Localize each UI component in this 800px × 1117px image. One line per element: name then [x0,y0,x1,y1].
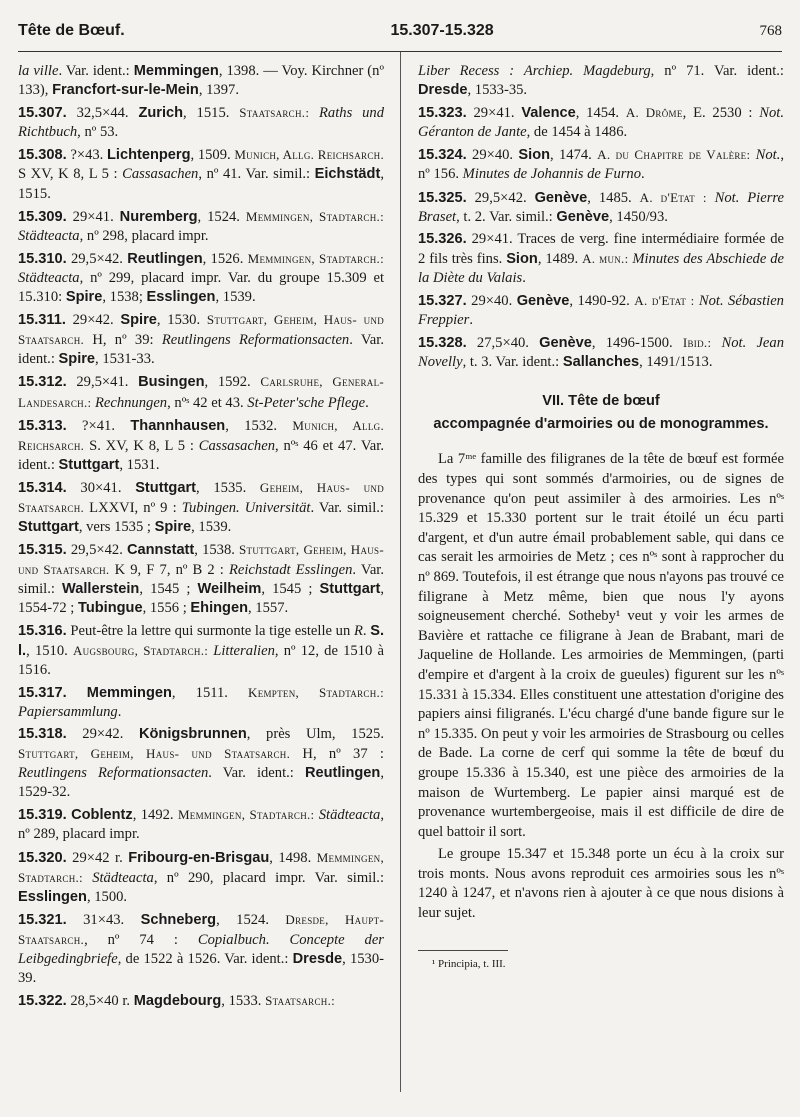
entry-text: , 1509. [190,147,235,164]
entry-text: ?×41. [66,417,131,434]
archive-location: Ibid.: [682,335,722,351]
archive-location: Memmingen, Stadtarch.: [245,208,384,224]
entry-number: 15.319. [18,807,67,824]
catalogue-entry [418,291,784,330]
entry-text: . Var. ident.: [58,63,134,79]
entry-number: 15.307. [18,105,67,122]
entry-text: , 1397. [198,82,239,99]
entry-number: 15.313. [18,417,67,434]
archive-location: Staatsarch.: [239,105,320,121]
section-title-line: accompagnée d'armoiries ou de monogrammes. [433,416,769,433]
entry-text: 29×42 r. [66,849,129,866]
entry-text: H, nº 37 : [290,746,384,763]
place-name: Francfort-sur-le-Mein [52,82,199,99]
place-name: Schneberg [140,911,217,928]
entry-text: , 1532. [225,417,293,434]
entry-text: H, nº 39: [84,332,162,349]
entry-text: , 1533-35. [467,82,528,99]
entry-text: , 1485. [587,189,640,206]
entry-text: , 1474. [550,147,598,164]
place-name: Sion [518,147,551,164]
archive-reference: R [353,622,363,639]
entry-text: 29×42. [65,312,121,329]
entry-number: 15.326. [418,230,467,247]
archive-location: A. d'Etat : [639,189,715,205]
place-name: Reutlingen [304,765,381,782]
footnote: ¹ Principia, t. III. [432,957,506,970]
entry-text: Le groupe 15.347 et 15.348 porte un écu à la croix sur trois monts. Nous avons reproduit ces armoiries sous les nºˢ 1240 à 1247, et n'avons rien à ajouter à ce que nous disions à leur sujet. [418,846,784,922]
entry-text: , 1530. [156,312,207,329]
archive-location: Geheim, Haus- und Staatsarch. [18,479,384,515]
entry-text: 29,5×42. [66,250,128,267]
entry-text: , près Ulm, 1525. [246,726,384,742]
place-name: Zurich [138,105,184,122]
archive-location: Stuttgart, Geheim, Haus- und Staatsarch. [18,746,291,762]
place-name: Coblentz [71,807,133,824]
entry-number: 15.320. [18,849,67,866]
entry-text: , 1450/93. [609,208,668,225]
entry-text: , 1398. — Voy. Kirchner (nº 133), [18,63,384,99]
entry-text: . Var. simil.: [18,562,385,598]
entry-text: , 1531. [119,456,160,473]
entry-number: 15.322. [18,993,67,1010]
entry-text: , nºˢ 46 et 47. Var. ident.: [18,437,384,473]
catalogue-entry [418,103,784,142]
entry-text: , 1557. [248,600,289,617]
entry-list [418,103,784,372]
entry-text: S. XV, K 8, L 5 : [84,437,199,454]
entry-text: K 9, F 7, nº B 2 : [109,562,229,579]
entry-text: , nº 299, placard impr. Var. du groupe 15.309 et 15.310: [18,269,384,306]
catalogue-entry [18,848,384,907]
entry-text: , 1535. [196,479,260,496]
entry-text: , nº 74 : [84,931,198,948]
place-name: Reutlingen [127,250,203,267]
entry-text: La 7ᵐᵉ famille des filigranes de la tête de bœuf est formée des types qui sont sommés d'armoiries, ou de signes de provenance qu'on peut assimiler à des armoiries. Les nºˢ 15.329 et 15.330 portent sur le trait étoilé un écu parti d'argent, et d'un autre émail probablement sable, qui dans ce cas serait les armoiries de Metz ; ces nºˢ sont à rapprocher du nº 869. Toutefois, il est étrange que nous n'ayons pas trouvé ce filigrane à Metz même, bien que nous l'y ayons soigneusement cherché. Sotheby¹ veut y voir les armes de Bavière et rattache ce filigrane à Jean de Brabant, mari de Jaqueline de Hollande. Les armoiries de Memmingen, (parti d'empire et d'argent à la croix de gueules) figurent sur les nºˢ 15.331 à 15.334. Elles constituent une attestation d'origine des papiers ainsi filigranés. L'écu chargé d'une bande figure sur le nº 15.335. On peut y voir les armoiries de Strasbourg ou celles de Bade. La corne de cerf qui somme la tête de bœuf du groupe 15.336 à 15.340, est une pièce des armoiries de la maison de Wurtemberg. Le papier ainsi marqué est de provenance wurtembergeoise, mais il est difficile de dire de quel battoir il sort. [418,451,784,840]
place-name: Spire [120,312,157,329]
entry-text: , nº 71. Var. ident.: [650,63,784,79]
archive-reference: Copialbuch. Concepte der Leibgedingbriefe [18,931,384,968]
place-name: Stuttgart [135,479,197,496]
archive-location: Stuttgart, Geheim, Haus- und Staatsarch. [18,542,384,578]
column-divider [400,52,401,1092]
place-name: Spire [58,351,96,368]
archive-reference: Not. Jean Novelly [418,335,785,371]
entry-number: 15.315. [18,542,67,559]
place-name: Ehingen [190,600,248,617]
place-name: Dresde [418,82,468,99]
place-name: Genève [539,335,592,352]
body-text [418,450,784,923]
entry-text: 29×40. [466,293,517,310]
archive-reference: Minutes de Johannis de Furno [462,166,642,183]
catalogue-entry [18,683,384,722]
entry-number: 15.328. [418,335,467,352]
place-name: Spire [154,519,192,536]
entry-text: , E. 2530 : [682,105,760,122]
entry-text: 27,5×40. [466,335,540,352]
running-title: Tête de Bœuf. [18,22,125,39]
entry-text: , 1545 ; [261,581,320,598]
catalogue-entry [18,249,384,307]
entry-text: , 1496-1500. [591,335,683,352]
entry-text: . [641,166,645,183]
catalogue-entry [418,230,784,288]
archive-reference: la ville [18,63,59,79]
archive-reference: Städteacta [318,807,381,824]
entry-text: , 1492. [132,807,178,824]
place-name: Sallanches [562,354,640,371]
page-number: 768 [759,23,782,39]
place-name: Thannhausen [130,417,226,434]
archive-location: Augsbourg, Stadtarch.: [72,642,214,658]
catalogue-entry [18,725,384,802]
archive-reference: St-Peter'sche Pflege [247,394,366,411]
archive-reference: Städteacta [18,227,80,244]
entry-text: 32,5×44. [66,105,139,122]
entry-number: 15.318. [18,726,67,742]
entry-text: , vers 1535 ; [78,519,155,536]
archive-location: A. du Chapitre de Valère: [597,147,756,163]
archive-location: A. d'Etat : [634,293,699,309]
place-name: Genève [534,189,588,206]
entry-text: 29,5×42. [66,542,127,559]
entry-text: . Var. ident.: [208,765,305,782]
place-name: Memmingen [86,684,172,701]
paragraph [418,845,784,923]
place-name: Stuttgart [18,519,79,536]
archive-location: Memmingen, Stadtarch.: [18,849,384,885]
entry-text: . [365,394,369,411]
place-name: Cannstatt [126,542,195,559]
entry-text: , 1500. [86,888,128,905]
archive-location: Kempten, Stadtarch.: [248,684,384,700]
entry-text: , t. 2. Var. simil.: [456,208,557,225]
archive-reference: Cassasachen [198,437,275,454]
running-header [18,22,782,46]
entry-text: ?×43. [66,147,107,164]
entry-text: , nº 53. [77,124,119,141]
entry-text: 29,5×41. [66,374,139,391]
entry-text: . [522,269,526,286]
entry-text: . [469,312,473,329]
entry-text: . Var. ident.: [18,332,384,368]
place-name: Wallerstein [62,581,140,598]
place-name: Magdebourg [133,993,222,1010]
archive-location: Munich, Allg. Reichsarch. [234,147,384,163]
entry-text: , 1524. [197,208,246,225]
entry-range: 15.307-15.328 [390,22,494,39]
archive-location: A. mun.: [582,250,633,266]
place-name: Königsbrunnen [138,726,247,742]
catalogue-entry [18,540,384,618]
entry-text: 29×42. [66,726,139,742]
entry-number: 15.327. [418,293,467,310]
entry-number: 15.311. [18,312,66,329]
entry-number: 15.321. [18,911,67,928]
catalogue-entry [18,805,384,844]
catalogue-entry [18,991,384,1011]
section-title-line: VII. Tête de bœuf [542,393,660,410]
entry-text: , 1526. [202,250,248,267]
entry-text: , 1533. [221,993,266,1010]
place-name: Genève [516,293,570,310]
place-name: Eichstädt [314,166,381,183]
place-name: Busingen [138,374,205,391]
entry-text: , 1539. [191,519,232,536]
entry-text: , 1510. [26,642,73,659]
place-name: Esslingen [146,289,216,306]
entry-text: , 1498. [269,849,317,866]
entry-text: , 1489. [537,250,583,267]
archive-location: A. Drôme [625,105,683,121]
archive-reference: Raths und Richtbuch [18,105,385,141]
place-name: Genève [556,208,610,225]
paragraph [418,450,784,842]
catalogue-entry [418,188,784,227]
entry-text: , 1538. [194,542,240,559]
archive-reference: Reutlingens Reformationsacten [18,765,209,782]
place-name: Weilheim [197,581,262,598]
entry-text: , 1491/1513. [639,354,713,371]
footnote-rule [418,950,508,951]
archive-location: Stuttgart, Geheim, Haus- und Staatsarch. [18,312,384,348]
archive-reference: Litteralien [213,642,275,659]
entry-text: . [362,622,371,639]
entry-text: , 1490-92. [569,293,635,310]
place-name: Stuttgart [58,456,120,473]
entry-text: , 1515. [183,105,240,122]
entry-text: LXXVI, nº 9 : [84,499,182,516]
entry-number: 15.308. [18,147,67,164]
archive-reference: Papiersammlung [18,703,118,720]
place-name: Nuremberg [119,208,198,225]
entry-list [18,103,384,1011]
archive-location: Memmingen, Stadtarch.: [247,250,385,266]
entry-number: 15.317. [18,684,67,701]
catalogue-entry [18,207,384,246]
catalogue-entry [18,478,384,537]
archive-reference: Minutes des Abschiede de la Diète du Valais [418,250,784,286]
place-name: Memmingen [133,63,219,79]
archive-reference: Not. Sébastien Freppier [418,293,784,329]
entry-text: , 1554-72 ; [18,581,385,617]
archive-reference: Tubingen. Universität [181,499,311,516]
entry-text: , nº 290, placard impr. Var. simil.: [153,869,384,886]
catalogue-entry [18,103,384,142]
archive-reference: Liber Recess : Archiep. Magdeburg [418,63,651,79]
entry-text: , de 1522 à 1526. Var. ident.: [117,951,293,968]
entry-text: 28,5×40 r. [66,993,134,1010]
entry-number: 15.312. [18,374,67,391]
entry-text: , nºˢ 42 et 43. [167,394,248,411]
entry-text: , 1556 ; [142,600,191,617]
archive-reference: Not. Pierre Braset [418,189,785,225]
entry-text: , 1530-39. [18,951,384,987]
catalogue-entry [18,372,384,412]
entry-number: 15.310. [18,250,67,267]
archive-reference: Not. [755,147,781,164]
place-name: Stuttgart [319,581,381,598]
entry-text: 29×41. [466,105,522,122]
archive-location: Memmingen, Stadtarch.: [177,807,319,823]
catalogue-entry [418,145,784,184]
entry-text: , 1592. [204,374,261,391]
entry-text: , 1545 ; [139,581,198,598]
entry-number: 15.323. [418,105,467,122]
entry-text [67,685,87,701]
place-name: Valence [521,105,576,122]
entry-text: . Var. simil.: [310,499,384,516]
place-name: Sion [506,250,538,267]
entry-text: , 1531-33. [95,351,155,368]
entry-text: 30×41. [66,479,136,496]
place-name: Spire [65,289,103,306]
entry-text: , 1529-32. [18,765,384,801]
entry-text: 29×41. Traces de verg. fine intermédiaire formée de 2 fils très fins. [418,230,784,267]
entry-number: 15.325. [418,189,467,206]
entry-text: 31×43. [66,911,141,928]
right-column [418,62,784,971]
catalogue-entry [418,333,784,372]
catalogue-entry [18,310,384,369]
catalogue-entry [18,910,384,988]
entry-text: , nº 12, de 1510 à 1516. [18,642,384,678]
entry-text: 29×41. [66,208,120,225]
entry-text: , 1515. [18,166,384,202]
entry-text: , de 1454 à 1486. [526,124,628,141]
entry-number: 15.316. [18,622,67,639]
left-column [18,62,384,1014]
place-name: Tubingue [78,600,143,617]
archive-reference: Reichstadt Esslingen [228,562,353,579]
continuation-text [418,62,784,100]
entry-text: Peut-être la lettre qui surmonte la tige estelle un [66,622,354,639]
continuation-text [18,62,384,100]
entry-text: , 1538; [102,289,147,306]
catalogue-entry [18,145,384,203]
archive-location: Carlsruhe, General-Landesarch.: [18,374,385,410]
entry-text: 29,5×42. [466,189,535,206]
place-name: Lichtenperg [106,147,191,164]
archive-location: Munich, Allg. Reichsarch. [18,417,384,453]
entry-number: 15.314. [18,479,67,496]
entry-number: 15.309. [18,208,67,225]
section-heading [418,390,784,436]
entry-text: , 1524. [216,911,286,928]
entry-text: , t. 3. Var. ident.: [462,354,563,371]
archive-location: Dresde, Haupt-Staatsarch. [18,911,384,947]
entry-text: , nº 156. [418,147,784,183]
archive-reference: Rechnungen [94,394,168,411]
place-name: S. l. [18,622,385,659]
archive-reference: Reutlingens Reformationsacten [161,332,350,349]
entry-text: , 1539. [215,289,256,306]
entry-text: , nº 298, placard impr. [79,227,209,244]
entry-text: , 1511. [171,684,249,701]
entry-text: S XV, K 8, L 5 : [18,166,123,183]
entry-text: 29×40. [466,147,519,164]
entry-text: . [117,703,122,720]
place-name: Dresde [292,951,343,968]
entry-text: , nº 289, placard impr. [18,807,385,843]
archive-reference: Städteacta [18,269,80,286]
place-name: Esslingen [18,888,87,905]
archive-location: Staatsarch.: [265,993,336,1009]
place-name: Fribourg-en-Brisgau [128,849,270,866]
entry-number: 15.324. [418,147,467,164]
archive-reference: Cassasachen [122,166,199,183]
archive-reference: Städteacta [92,869,154,886]
entry-text: , nº 41. Var. simil.: [198,166,315,183]
archive-reference: Not. Géranton de Jante [418,105,784,141]
catalogue-entry [18,622,384,680]
catalogue-entry [18,416,384,475]
entry-text: , 1454. [575,105,626,122]
